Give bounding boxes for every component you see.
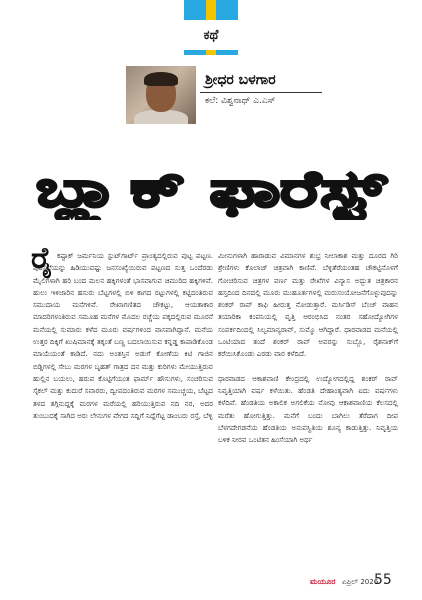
body-paragraph: ಮೀನುಗಳಾಗಿ ಹಾರಾಡುವ ವಿಮಾನಗಳ ಶುಭ್ರ ನೀಲಾಕಾಶ ಮತ್ತು ದೂರದ ಗಿರಿ ಶ್ರೇಣಿಗಳು ಕೊಲಾಜ್ ಚಿತ್ರವಾಗಿ ಕಾಣಿವೆ. ಬೆಳ್ಳಿತೆರೆಯಂತಹ ಚೌಕಟ್ಟಿನೊಳಗೆ ಗೋಚರಿಸುವ ಚಿತ್ರಗಳ ವರ್ಣ ಮತ್ತು ರೇಖೆಗಳ ವಿನ್ಯಾಸ ಅದ್ಭುತ ಚಿತ್ರಕಾರನ ಹಸ್ತದಿಂದ ದಿನದಲ್ಲಿ ಮೂರು ಮುಹೂರ್ತಗಳಲ್ಲಿ ಮರುಸಂಯೋಜನೆಗೊಳ್ಳುವುದನ್ನು ಶಂಕರ್ ರಾವ್ ಕಾಫಿ ಹೀರುತ್ತ ನೋಡುತ್ತಾರೆ. ಮರ್ಸಿಡಿಸ್ ಬೆಂಜ್ ವಾಹನ ತಯಾರಿಕಾ ಕಂಪನಿಯಲ್ಲಿ ವೃತ್ತಿ ಆರಂಭಿಸಿದ ನಂತರ ಸಹೋದ್ಯೋಗಿಗಳ ಸಂಪರ್ಕದಿಂದಲ್ಲಿ ಸಿಲ್ವಮಾನ್ಯರಾವ್, ಸುಮ್ಮೊ ಆಗಿದ್ದಾರೆ. ಧಾರವಾಡದ ಮನೆಯಲ್ಲಿ ಒಂಟಿಯಾದ ತಂದೆ ಶಂಕರ್ ರಾವ್ ಅವರನ್ನು ಸುಬ್ಬೊ, ರೈಶನಾಕ್‌ಗೆ ಕರೆಯಿಸಿಕೊಂಡು ಎರಡು ವಾರ ಕಳೆದಿದೆ. bbox=[218, 251, 398, 359]
author-divider bbox=[200, 92, 322, 93]
author-photo bbox=[126, 66, 196, 124]
magazine-logo: ಮಯೂರ bbox=[310, 577, 336, 586]
section-tag bbox=[184, 0, 238, 58]
tag-color-block bbox=[184, 0, 206, 20]
issue-date: ಏಪ್ರಿಲ್ 2026 bbox=[342, 578, 379, 586]
tag-underline bbox=[184, 50, 206, 55]
body-column-left bbox=[33, 250, 213, 422]
page-footer bbox=[310, 574, 400, 590]
illustrator-credit: ಕಲೆ: ವಿಶ್ವನಾಥ್ ಎ.ಎಸ್ bbox=[205, 96, 276, 106]
body-paragraph: ಕಷ್ಟಾಕ್ ಜರ್ಮನಿಯ ಸ್ಟುಟ್‌ಗಾರ್ಟ್ ಪ್ರಾಂತ್ಯದಲ್ಲಿರುವ ಪುಟ್ಟ ಪಟ್ಟಣ. ಪುರಸಭೆಯನ್ನು ಹಿಡಿಯುವಷ್ಟು ಜನಸಂಖ್ಯೆಯಿರುವ ಪಟ್ಟಣದ ಸುತ್ತ ಒಂದೆರಡು ಮೈಲಿಗಳಾಗಿ ಹರಿ ಬಂದ ಮಲನ ಹಕ್ಕಿಗಳಂತೆ ಭಾಸವಾಗುವ ಚಿಮುರಿದ ಹಕ್ಕಿಗಳಿವೆ. ಹುಲು ಇಳಿಜಾರಿನ ಹಸುರು ಬೆಟ್ಟಗಳಲ್ಲಿ ಬಿಳಿ ಕಾಗದ ರಟ್ಟುಗಳಲ್ಲಿ ಕಟ್ಟಿದಂತಿರುವ ಸಮುದಾಯ ಮನೆಗಳಿವೆ. ರೇಖಾಗಣಿತದ ಚೌಕಟ್ಟು, ಆಯತಾಕಾರ ಮಾದರಿಗಳಂತಿರುವ ಸಮೂಹ ಮನೆಗಳ ಮೊದಲ ರಚ್ಚೆಯ ಪಕ್ಕದಲ್ಲಿರುವ ಮೂರನೆ ಮನೆಯಲ್ಲಿ ಸುಮಾರು ಕಳೆದ ಮೂರು ವರ್ಷಗಳಿಂದ ವಾಸವಾಗಿದ್ದಾನೆ. ಮನೆಯ ಉತ್ತರ ದಿಕ್ಕಿಗೆ ಖುಷಿಮಾನಕ್ಕೆ ತಕ್ಕಂತೆ ಬಣ್ಣ ಬದಲಾಯಿಸುವ ಕನ್ನಡ್ಡ ಕಾಪಾಡಿಕೊಂಡ ಮಾಯೆಯಂತೆ ಕಾಡಿದೆ. ನದು ಅಂತಸ್ತಿನ ಅಡುಗೆ ಕೋಣೆಯ ಕಿಟಿ ಗಾಜಿನ ಬಿಡ್ದಿಗಳಲ್ಲಿ ಸೇಬು ಮರಗಳ ಬೃಹತ್ ಗಾತ್ರದ ದನ ಮತ್ತು ಕುರಿಗಳು ಮೇಯುತ್ತಿರುವ ಹುಲ್ಲಿನ ಬಯಲು, ಹರುವ ಕೊಟ್ಟಿಗೆಯಂತ ಫಾರ್ಮ್ ಹೌಸುಗಳು, ಸಂಚರಿಸುವ ಸೈಕಲ್ ಮತ್ತು ಕುದುರೆ ಸವಾರರು, ದ್ವೀಪದಂತಿರುವ ಮರಗಳ ಸಮುಚ್ಚಯ, ಬೆಟ್ಟದ ತಳದ ತಗ್ಗಿನುದ್ದಕ್ಕೆ ಮರಗಳ ಮರೆಯಲ್ಲಿ ಹರಿಯುತ್ತಿರುವ ನದಿ ನರ, ಅದರ ತುಂಬುದಕ್ಕೆ ಸಾಗಿದ ಅರು ಲೇನುಗಳ ವೇಗದ ಸದ್ದಿಗೆ ನಿದ್ದೆಗೆಟ್ಟ ಡಾಂಬರು ರಸ್ತೆ, ಬೆಳ್ಳಿ bbox=[33, 251, 213, 420]
tag-underline bbox=[216, 50, 238, 55]
body-paragraph: ಧಾರವಾಡದ ಆಕಾಶವಾಣಿ ಕೇಂದ್ರದಲ್ಲಿ ಉದ್ಯೋಗದಲ್ಲಿದ್ದ ಶಂಕರ್ ರಾವ್ ನಿವೃತ್ತಿಯಾಗಿ ವರ್ಷ ಕಳೆಯಿತು. ಹೆಂಡತಿ ದೇಹಾಂತ್ಯವಾಗಿ ಐದು ವರ್ಷಗಳು ಕಳೆದಿವೆ. ಹೆಂಡತಿಯ ಅಕಾಲಿಕ ಅಗಲಿಕೆಯ ನೋವು ಆಕಾಶವಾಣಿಯ ಕೆಲಸದಲ್ಲಿ ಮರೆತು ಹೋಗುತ್ತಿತ್ತು. ಮನೆಗೆ ಬಂದು ಬಾಗಿಲು ತೆರೆದಾಗ ದೀಪ ಬೆಳಗದೇಗಡನೆಯ ಹೆಂಡತಿಯ ಅನುಪಸ್ಥಿತಿಯ ಶೂನ್ಯ ಕಾಡುತ್ತಿತ್ತು. ನಿವೃತ್ತಿಯ ಬಳಿಕ ನೀರವ ಒಂಟಿತನ ಹಿಂಸೆಯಾಗಿ ಅರ್ಥ bbox=[218, 373, 398, 445]
tag-color-block bbox=[206, 0, 216, 20]
drop-cap: ರೈ bbox=[31, 241, 54, 276]
section-label: ಕಥೆ bbox=[203, 28, 219, 43]
author-name: ಶ್ರೀಧರ ಬಳಗಾರ bbox=[205, 72, 276, 88]
story-title-text: ಬ್ಲ್ಯಾಕ್ ಫಾರೆಸ್ಟ್ bbox=[36, 160, 284, 218]
tag-underline bbox=[206, 50, 216, 55]
tag-color-block bbox=[216, 0, 238, 20]
body-column-right bbox=[218, 250, 398, 446]
story-title-graphic bbox=[30, 150, 392, 220]
story-title bbox=[30, 150, 392, 220]
page-number: 55 bbox=[374, 572, 392, 588]
